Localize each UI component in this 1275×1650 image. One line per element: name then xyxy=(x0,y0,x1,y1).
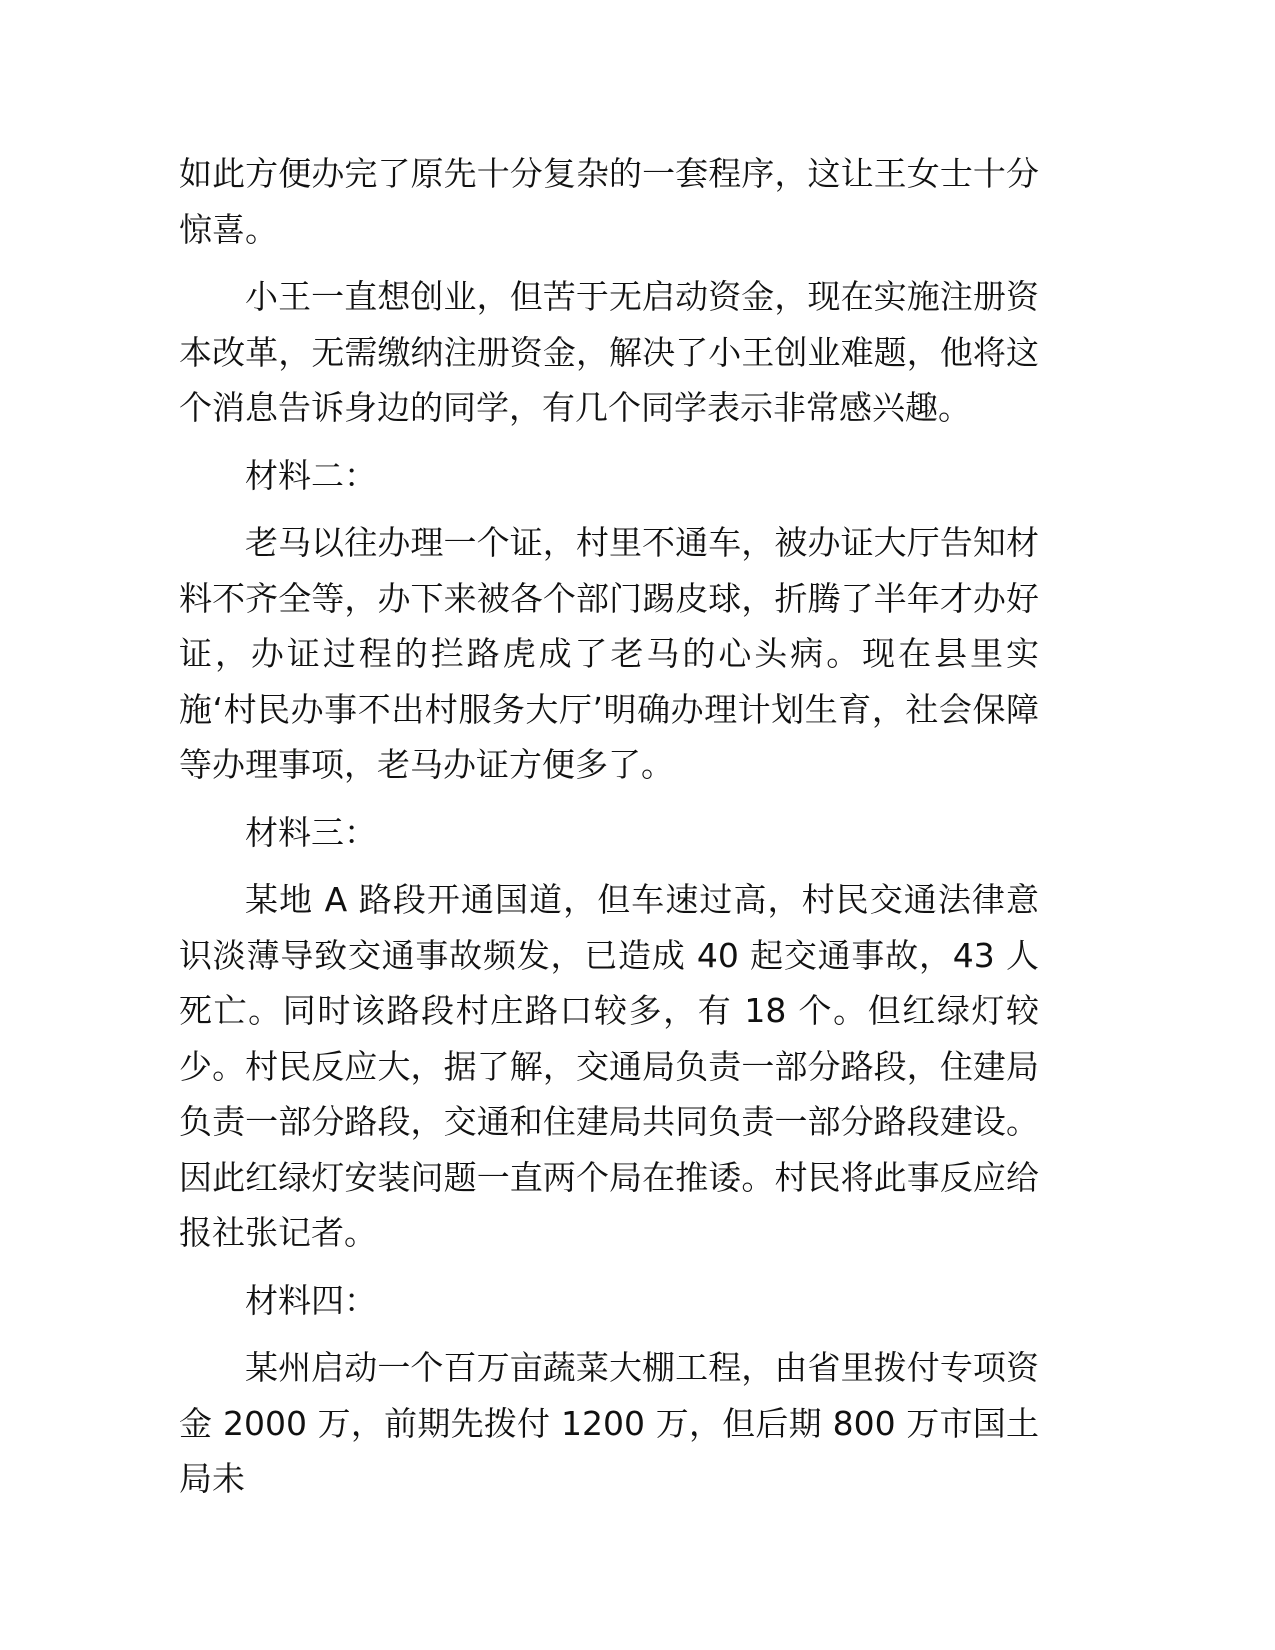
paragraph-road-section: 某地 A 路段开通国道，但车速过高，村民交通法律意识淡薄导致交通事故频发，已造成 40 起交通事故，43 人死亡。同时该路段村庄路口较多，有 18 个。但红绿灯较少。村民反应大，据了解，交通局负责一部分路段，住建局负责一部分路段，交通和住建局共同负责一部分路段建设。因此红绿灯安装问题一直两个局在推诿。村民将此事反应给报社张记者。 xyxy=(179,880,1039,1252)
document-body xyxy=(179,146,1039,1519)
paragraph-vegetable-greenhouse: 某州启动一个百万亩蔬菜大棚工程，由省里拨付专项资金 2000 万，前期先拨付 1200 万，但后期 800 万市国土局未 xyxy=(179,1348,1039,1498)
paragraph-continuation: 如此方便办完了原先十分复杂的一套程序，这让王女士十分惊喜。 xyxy=(179,154,1039,249)
heading-material-four: 材料四： xyxy=(245,1280,377,1320)
paragraph-laoma: 老马以往办理一个证，村里不通车，被办证大厅告知材料不齐全等，办下来被各个部门踢皮球，折腾了半年才办好证，办证过程的拦路虎成了老马的心头病。现在县里实施‘村民办事不出村服务大厅’明确办理计划生育，社会保障等办理事项，老马办证方便多了。 xyxy=(179,523,1039,784)
heading-material-three: 材料三： xyxy=(245,812,377,852)
paragraph-xiaowang: 小王一直想创业，但苦于无启动资金，现在实施注册资本改革，无需缴纳注册资金，解决了小王创业难题，他将这个消息告诉身边的同学，有几个同学表示非常感兴趣。 xyxy=(179,277,1039,427)
heading-material-two: 材料二： xyxy=(245,455,377,495)
